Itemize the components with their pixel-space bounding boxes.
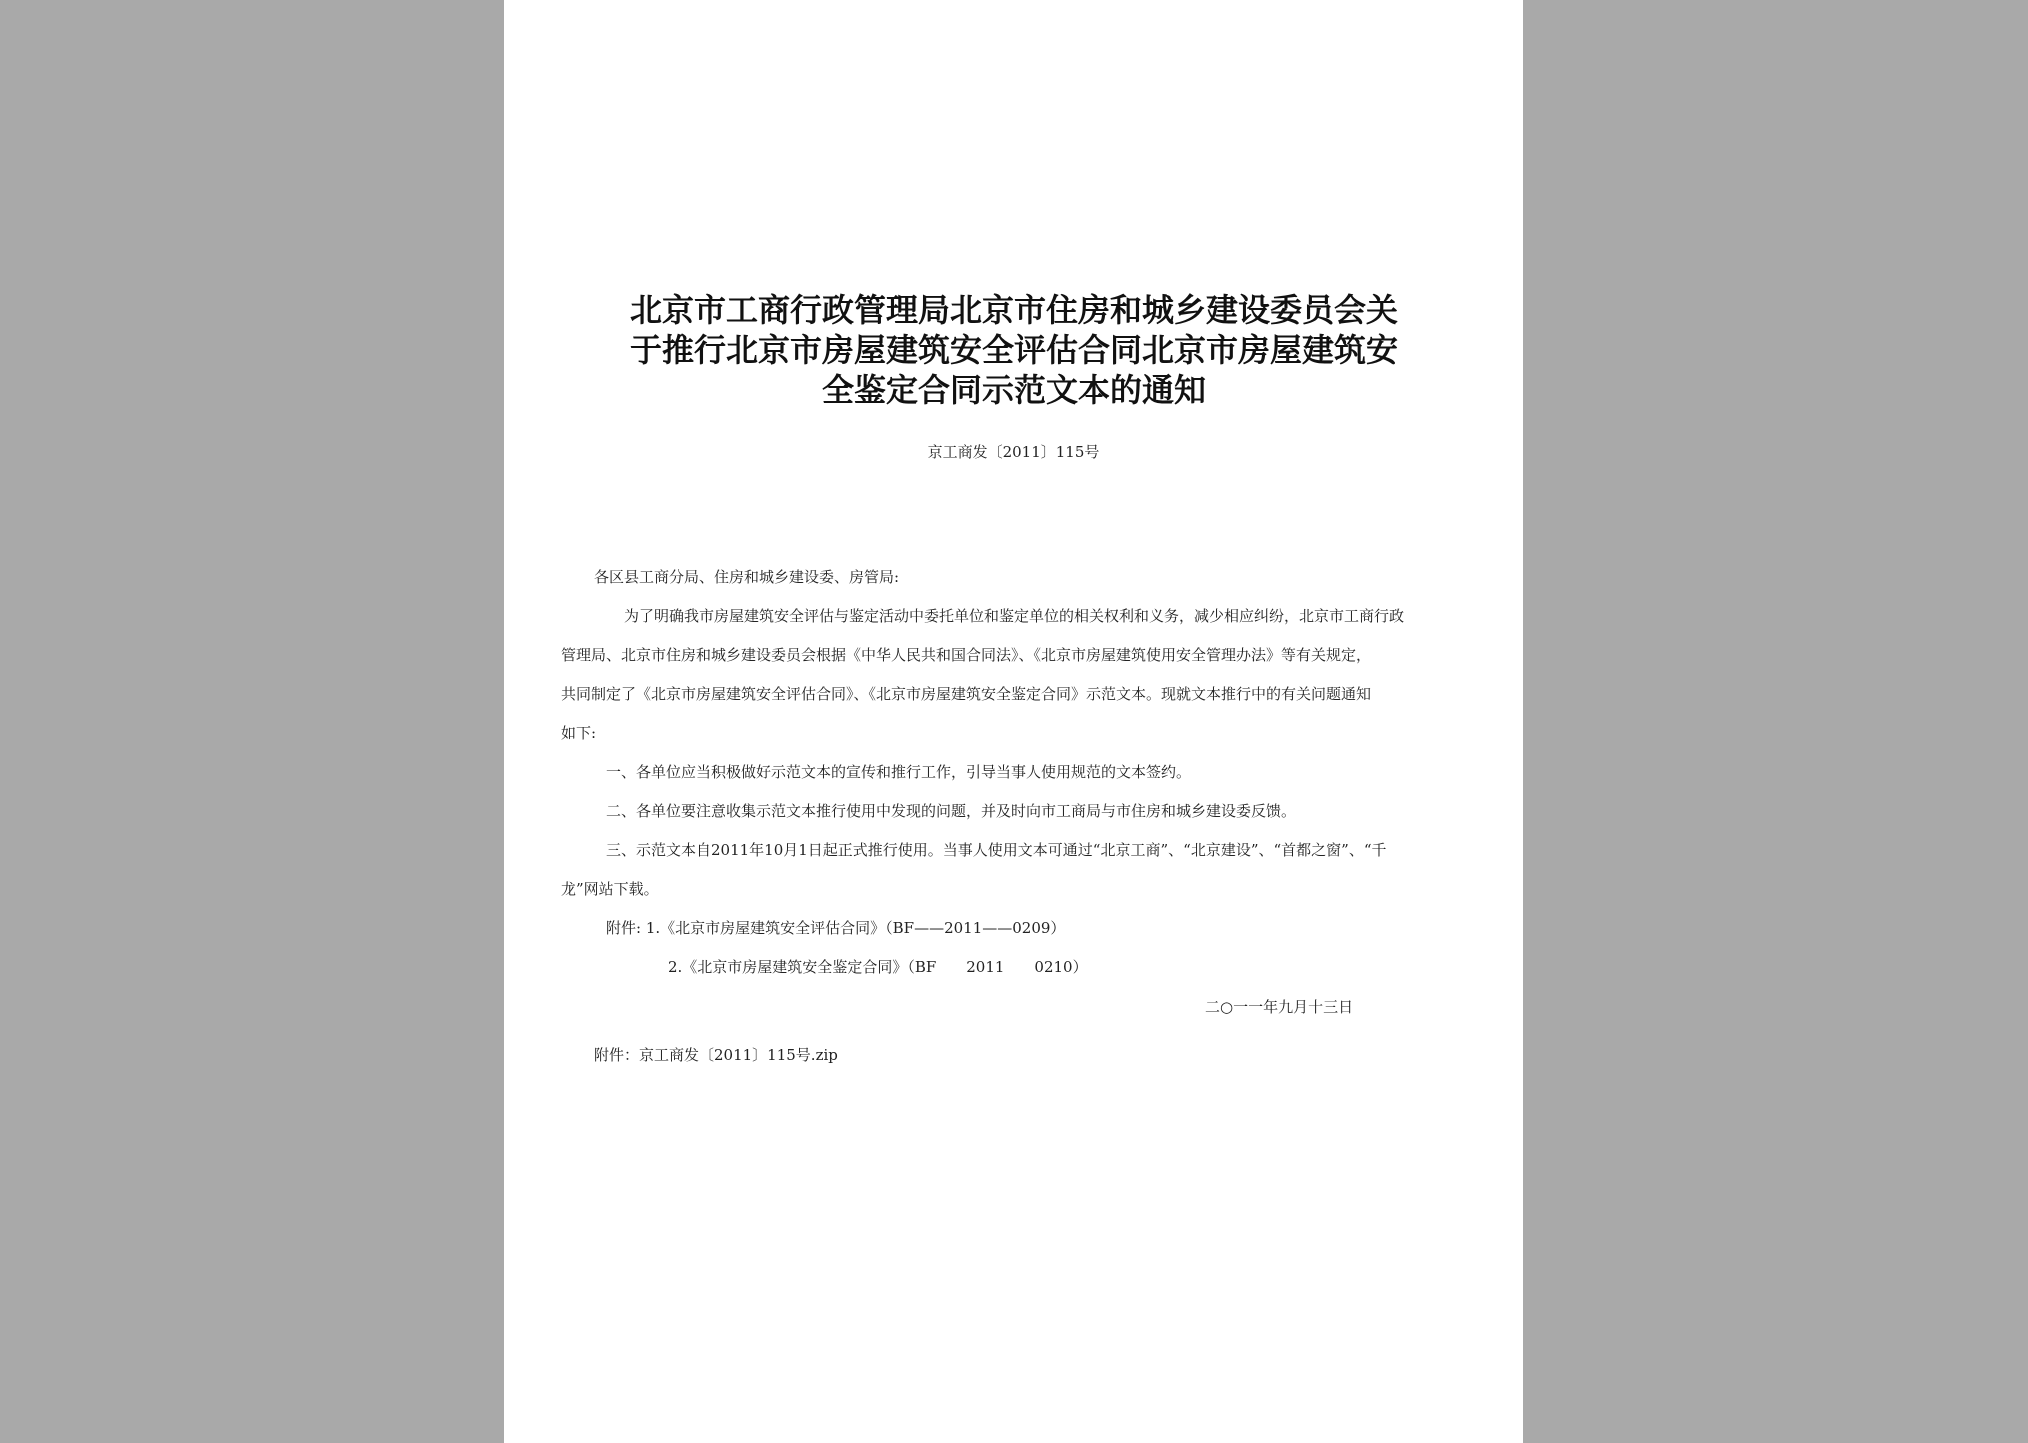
attachment-2: 2.《北京市房屋建筑安全鉴定合同》（BF 2011 0210） <box>668 958 1088 976</box>
list-item-1: 一、各单位应当积极做好示范文本的宣传和推行工作，引导当事人使用规范的文本签约。 <box>606 763 1192 781</box>
document-date: 二○一一年九月十三日 <box>1205 998 1354 1016</box>
document-page <box>504 0 1523 1443</box>
file-attachment-link[interactable]: 附件：京工商发〔2011〕115号.zip <box>594 1046 838 1064</box>
list-item-2: 二、各单位要注意收集示范文本推行使用中发现的问题，并及时向市工商局与市住房和城乡建设委反馈。 <box>606 802 1297 820</box>
body-line-1: 为了明确我市房屋建筑安全评估与鉴定活动中委托单位和鉴定单位的相关权利和义务，减少相应纠纷，北京市工商行政 <box>624 607 1405 625</box>
body-line-4: 如下: <box>561 724 597 742</box>
title-line-2: 于推行北京市房屋建筑安全评估合同北京市房屋建筑安 <box>629 331 1398 369</box>
title-line-1: 北京市工商行政管理局北京市住房和城乡建设委员会关 <box>629 291 1398 329</box>
document-number: 京工商发〔2011〕115号 <box>927 443 1100 461</box>
salutation: 各区县工商分局、住房和城乡建设委、房管局: <box>594 568 900 586</box>
list-item-3-continued: 龙”网站下载。 <box>561 880 659 898</box>
list-item-3: 三、示范文本自2011年10月1日起正式推行使用。当事人使用文本可通过“北京工商”、“北京建设”、“首都之窗”、“千 <box>606 841 1387 859</box>
body-line-3: 共同制定了《北京市房屋建筑安全评估合同》、《北京市房屋建筑安全鉴定合同》示范文本。现就文本推行中的有关问题通知 <box>561 685 1372 703</box>
title-line-3: 全鉴定合同示范文本的通知 <box>821 371 1206 409</box>
body-line-2: 管理局、北京市住房和城乡建设委员会根据《中华人民共和国合同法》、《北京市房屋建筑使用安全管理办法》等有关规定， <box>561 646 1372 664</box>
attachment-1: 附件: 1.《北京市房屋建筑安全评估合同》（BF——2011——0209） <box>606 919 1066 937</box>
document-title <box>564 290 1464 410</box>
